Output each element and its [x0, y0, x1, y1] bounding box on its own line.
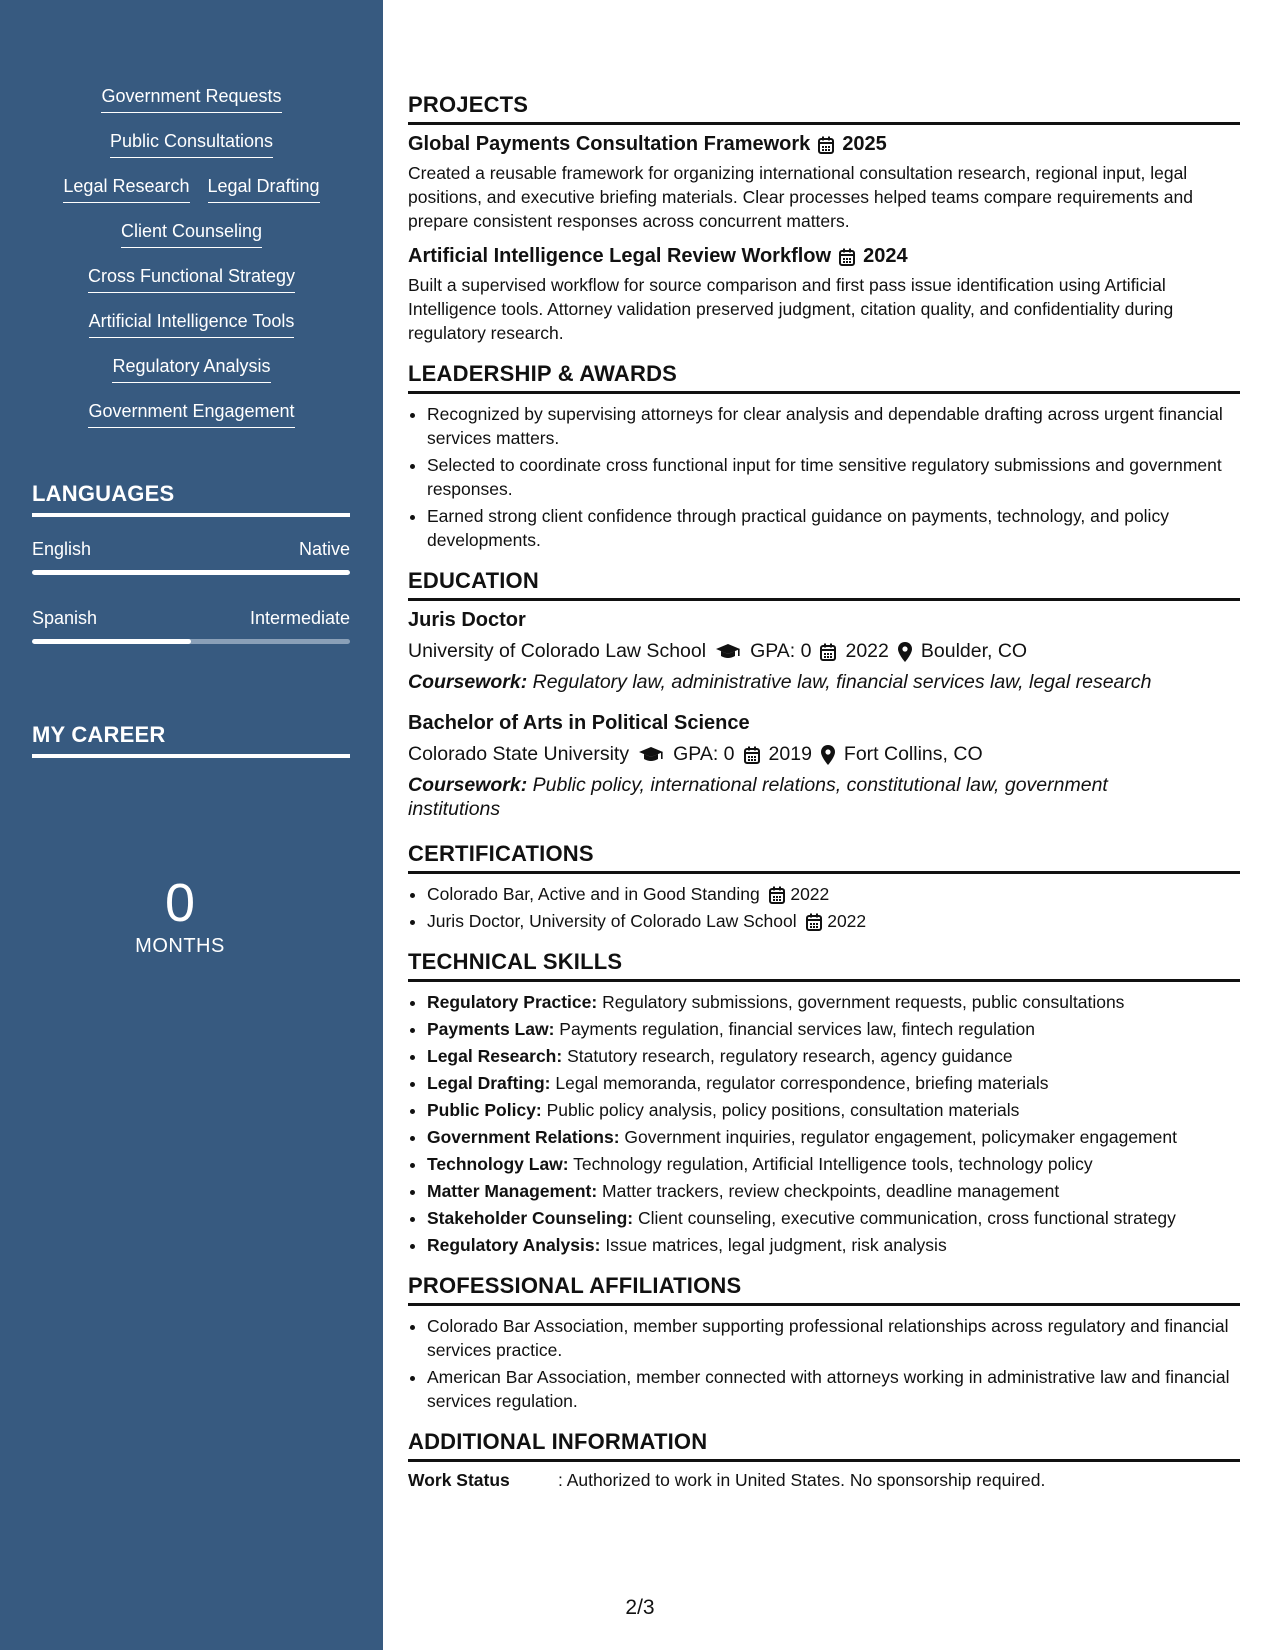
language-bar: [32, 639, 350, 644]
list-item: [427, 1044, 1240, 1068]
certification-name: Juris Doctor, University of Colorado Law School: [427, 911, 797, 931]
language-name: Spanish: [32, 608, 98, 628]
skill-row: [0, 82, 383, 127]
skill-label: Payments Law:: [427, 1019, 555, 1039]
skill-row: [0, 262, 383, 307]
additional-section: [408, 1429, 1240, 1491]
school-name: Colorado State University: [408, 743, 630, 765]
skill-row: [0, 307, 383, 352]
coursework-text: Public policy, international relations, constitutional law, government institutions: [408, 774, 1108, 820]
list-item: • Colorado Bar Association, member supporting professional relationships across regulatory and financial services practice.: [427, 1314, 1240, 1362]
skill-tag: Government Engagement: [88, 397, 294, 428]
language-fill: [32, 570, 350, 575]
skill-text: Payments regulation, financial services law, fintech regulation: [559, 1019, 1035, 1039]
language-name: English: [32, 539, 92, 559]
certification-name: Colorado Bar, Active and in Good Standing: [427, 884, 760, 904]
list-item: [427, 1152, 1240, 1176]
section-title: EDUCATION: [408, 568, 1240, 601]
language-fill: [32, 639, 191, 644]
skill-text: Technology regulation, Artificial Intelligence tools, technology policy: [573, 1154, 1093, 1174]
list-item: [427, 909, 1240, 933]
degree-title: Juris Doctor: [408, 609, 526, 631]
career-unit: MONTHS: [135, 935, 225, 957]
gpa: GPA: 0: [750, 640, 812, 662]
section-title: PROFESSIONAL AFFILIATIONS: [408, 1273, 1240, 1306]
career-value: 0: [164, 873, 196, 933]
skill-text: Statutory research, regulatory research, agency guidance: [567, 1046, 1013, 1066]
skill-text: Public policy analysis, policy positions, consultation materials: [546, 1100, 1020, 1120]
coursework-label: Coursework:: [408, 774, 528, 796]
calendar-icon: [820, 643, 836, 661]
project-year: 2025: [842, 133, 887, 155]
language-level: Native: [298, 539, 350, 559]
skill-label: Government Relations:: [427, 1127, 620, 1147]
section-title: LEADERSHIP & AWARDS: [408, 361, 1240, 394]
list-item: [427, 1179, 1240, 1203]
skill-label: Regulatory Practice:: [427, 992, 598, 1012]
degree-title: Bachelor of Arts in Political Science: [408, 712, 750, 734]
skill-tag: Regulatory Analysis: [112, 352, 270, 383]
list-item: [427, 1206, 1240, 1230]
skill-label: Legal Research:: [427, 1046, 563, 1066]
affiliations-list: [408, 1314, 1240, 1413]
skill-tag: Government Requests: [101, 82, 281, 113]
section-title: ADDITIONAL INFORMATION: [408, 1429, 1240, 1462]
skill-label: Public Policy:: [427, 1100, 542, 1120]
calendar-icon: [769, 886, 785, 904]
language-bar: [32, 570, 350, 575]
work-status-label: Work Status: [408, 1470, 510, 1490]
skill-row: [0, 217, 383, 262]
list-item: [427, 1125, 1240, 1149]
school-name: University of Colorado Law School: [408, 640, 707, 662]
section-title: CERTIFICATIONS: [408, 841, 1240, 874]
list-item: [427, 1071, 1240, 1095]
project-name: Global Payments Consultation Framework: [408, 133, 811, 155]
skill-text: Legal memoranda, regulator correspondence, briefing materials: [555, 1073, 1049, 1093]
skill-tag: Legal Drafting: [208, 172, 320, 203]
sidebar: [0, 0, 383, 1650]
graduation-cap-icon: [638, 746, 664, 764]
calendar-icon: [744, 746, 760, 764]
skill-text: Issue matrices, legal judgment, risk analysis: [605, 1235, 947, 1255]
skill-row: [0, 127, 383, 172]
certifications-section: [408, 841, 1240, 933]
work-status-row: [408, 1470, 1240, 1491]
skill-label: Technology Law:: [427, 1154, 569, 1174]
technical-skills-section: [408, 949, 1240, 1257]
list-item: • Selected to coordinate cross functional input for time sensitive regulatory submissions and government responses.: [427, 453, 1240, 501]
coursework: [408, 670, 1240, 694]
coursework-label: Coursework:: [408, 671, 528, 693]
certification-year: 2022: [827, 911, 867, 931]
project-name: Artificial Intelligence Legal Review Workflow: [408, 245, 832, 267]
skill-tag: Public Consultations: [110, 127, 273, 158]
graduation-cap-icon: [715, 643, 741, 661]
section-title: TECHNICAL SKILLS: [408, 949, 1240, 982]
school-location: Fort Collins, CO: [843, 743, 983, 765]
awards-list: [408, 402, 1240, 552]
coursework: [408, 773, 1128, 821]
list-item: [427, 1233, 1240, 1257]
skill-tags: [0, 82, 383, 442]
language-level: Intermediate: [249, 608, 350, 628]
skill-tag: Cross Functional Strategy: [88, 262, 295, 293]
calendar-icon: [818, 136, 834, 154]
education-details: [408, 640, 1240, 663]
list-item: • Earned strong client confidence through practical guidance on payments, technology, and policy developments.: [427, 504, 1240, 552]
projects-section: [408, 92, 1240, 345]
school-location: Boulder, CO: [920, 640, 1028, 662]
coursework-text: Regulatory law, administrative law, financial services law, legal research: [532, 671, 1152, 693]
list-item: • American Bar Association, member connected with attorneys working in administrative law and financial services regulation.: [427, 1365, 1240, 1413]
calendar-icon: [839, 248, 855, 266]
list-item: [427, 882, 1240, 906]
technical-skills-list: [408, 990, 1240, 1257]
list-item: [427, 990, 1240, 1014]
skill-row: [0, 172, 383, 217]
skill-text: Regulatory submissions, government requests, public consultations: [602, 992, 1125, 1012]
skill-tag: Legal Research: [63, 172, 189, 203]
graduation-year: 2019: [768, 743, 812, 765]
skill-tag: Client Counseling: [121, 217, 262, 248]
skill-label: Stakeholder Counseling:: [427, 1208, 634, 1228]
certifications-list: [408, 882, 1240, 933]
graduation-year: 2022: [845, 640, 889, 662]
list-item: • Recognized by supervising attorneys for clear analysis and dependable drafting across urgent financial services matters.: [427, 402, 1240, 450]
skill-text: Matter trackers, review checkpoints, deadline management: [602, 1181, 1060, 1201]
section-title: PROJECTS: [408, 92, 1240, 125]
skill-label: Legal Drafting:: [427, 1073, 551, 1093]
language-english: [32, 539, 350, 575]
main-content: [408, 92, 1240, 1501]
skill-row: [0, 397, 383, 442]
awards-section: [408, 361, 1240, 552]
location-pin-icon: [898, 642, 912, 662]
project-title: [408, 133, 1240, 156]
skill-text: Client counseling, executive communication, cross functional strategy: [638, 1208, 1176, 1228]
skill-text: Government inquiries, regulator engagement, policymaker engagement: [624, 1127, 1177, 1147]
skill-label: Regulatory Analysis:: [427, 1235, 601, 1255]
list-item: [427, 1017, 1240, 1041]
project-description: Built a supervised workflow for source comparison and first pass issue identification using Artificial Intelligence tools. Attorney validation preserved judgment, citation quality, and confidentiality during regulatory research.: [408, 275, 1174, 343]
skill-row: [0, 352, 383, 397]
skill-label: Matter Management:: [427, 1181, 598, 1201]
project-description: Created a reusable framework for organizing international consultation research, regional input, legal positions, and executive briefing materials. Clear processes helped teams compare requirements and prepare consistent responses across concurrent matters.: [408, 163, 1193, 231]
career-heading: MY CAREER: [32, 722, 350, 758]
certification-year: 2022: [790, 884, 830, 904]
calendar-icon: [806, 913, 822, 931]
education-section: [408, 568, 1240, 821]
project-title: [408, 245, 1240, 268]
languages-heading: LANGUAGES: [32, 481, 350, 517]
list-item: [427, 1098, 1240, 1122]
work-status-value: : Authorized to work in United States. No sponsorship required.: [558, 1470, 1046, 1490]
affiliations-section: [408, 1273, 1240, 1413]
skill-tag: Artificial Intelligence Tools: [89, 307, 295, 338]
project-year: 2024: [863, 245, 908, 267]
location-pin-icon: [821, 745, 835, 765]
gpa: GPA: 0: [673, 743, 735, 765]
page-number: 2/3: [625, 1596, 655, 1619]
language-spanish: [32, 608, 350, 644]
education-details: [408, 743, 1240, 766]
